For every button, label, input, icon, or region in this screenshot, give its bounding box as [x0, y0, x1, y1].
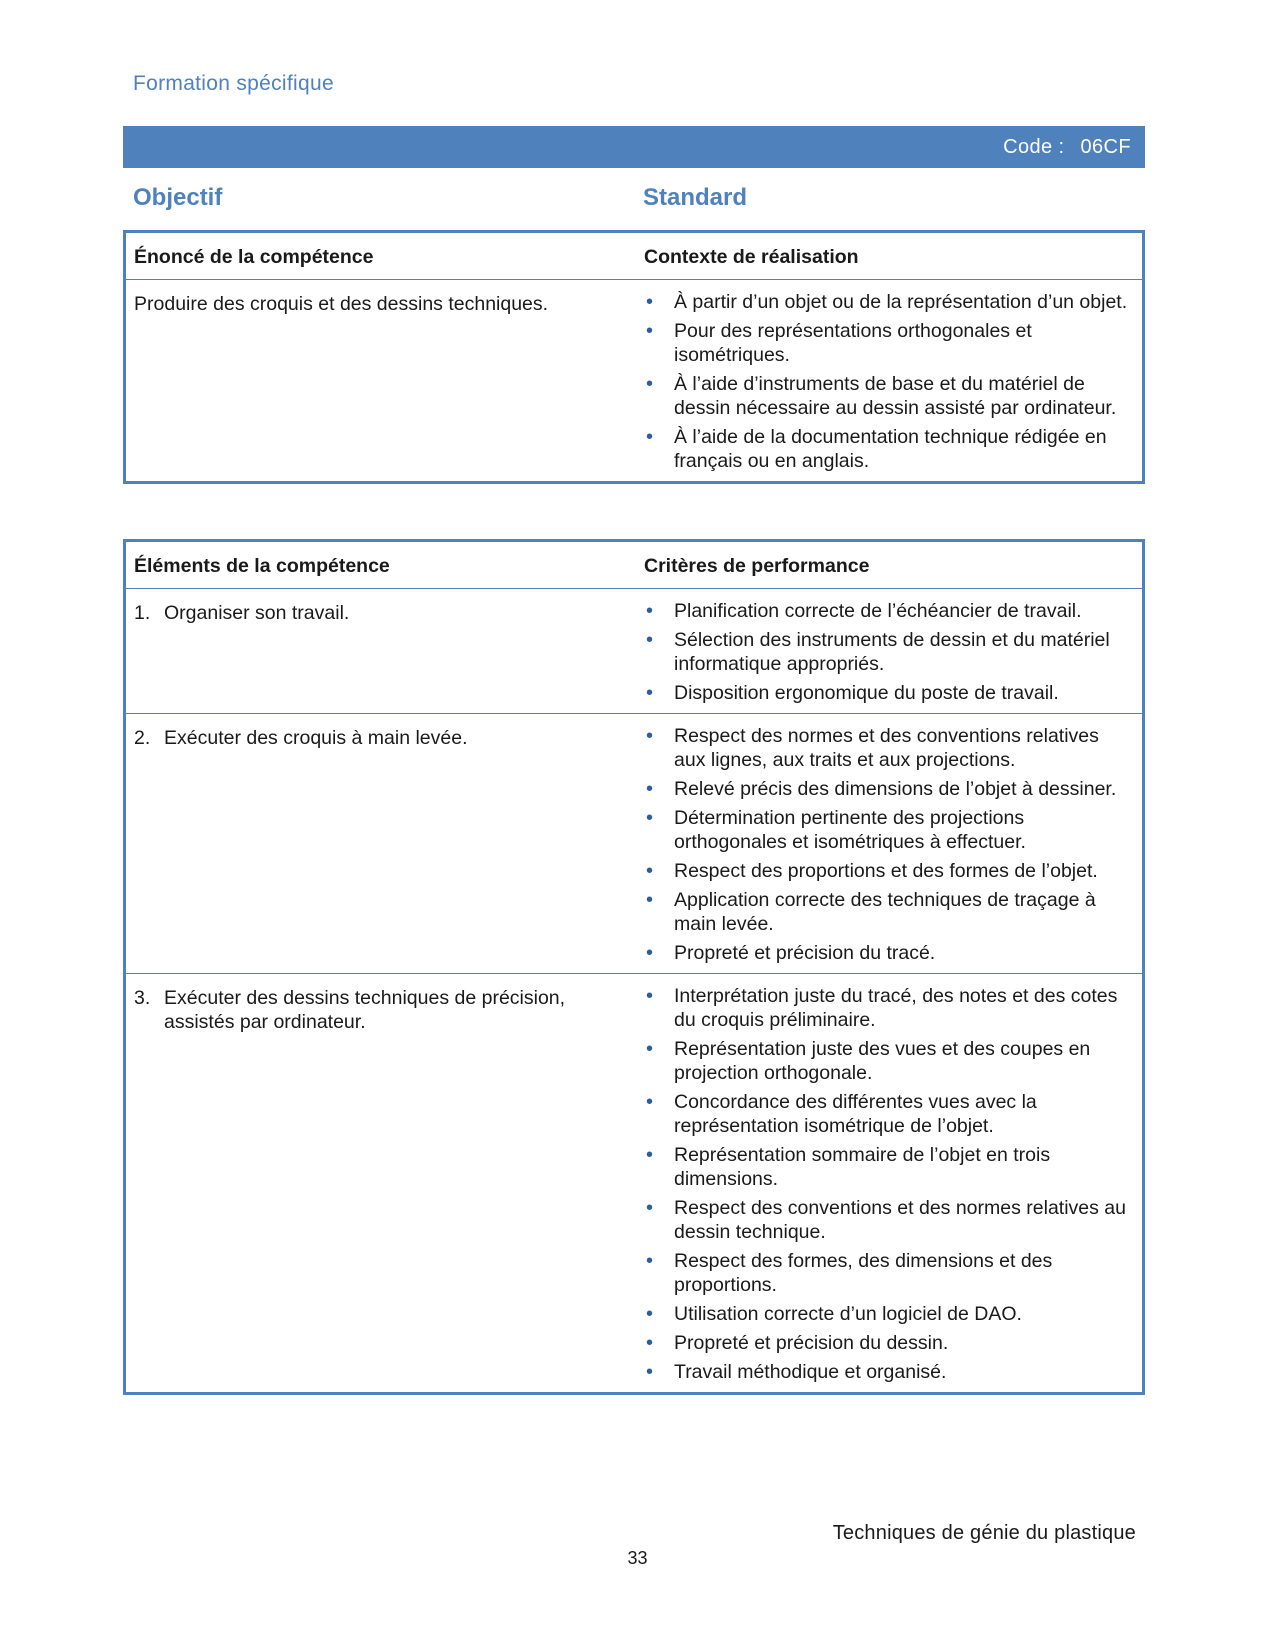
element-text: Exécuter des dessins techniques de précision, assistés par ordinateur. — [164, 987, 566, 1033]
elements-header: Éléments de la compétence — [125, 541, 637, 589]
criteria-header: Critères de performance — [636, 541, 1144, 589]
code-bar — [123, 126, 1145, 168]
list-item: • Représentation juste des vues et des coupes en projection orthogonale. — [644, 1037, 1134, 1085]
element-number: 1. — [134, 602, 151, 624]
list-item: • Disposition ergonomique du poste de travail. — [644, 681, 1134, 705]
element-number: 3. — [134, 987, 151, 1009]
list-item: • Représentation sommaire de l’objet en trois dimensions. — [644, 1143, 1134, 1191]
table-header-row — [125, 541, 1144, 589]
context-list — [644, 290, 1134, 473]
list-item: • Sélection des instruments de dessin et du matériel informatique appropriés. — [644, 628, 1134, 676]
list-item: • Utilisation correcte d’un logiciel de DAO. — [644, 1302, 1134, 1326]
list-item: • Planification correcte de l’échéancier de travail. — [644, 599, 1134, 623]
competence-statement-table — [123, 230, 1145, 484]
list-item: • Respect des normes et des conventions relatives aux lignes, aux traits et aux projections. — [644, 724, 1134, 772]
statement-header: Énoncé de la compétence — [125, 232, 637, 280]
context-header: Contexte de réalisation — [636, 232, 1144, 280]
table-header-row — [125, 232, 1144, 280]
competence-statement: Produire des croquis et des dessins techniques. — [134, 293, 549, 315]
objectif-heading: Objectif — [133, 184, 223, 211]
list-item: • À l’aide de la documentation technique rédigée en français ou en anglais. — [644, 425, 1134, 473]
list-item: • Application correcte des techniques de traçage à main levée. — [644, 888, 1134, 936]
competence-elements-table — [123, 539, 1145, 1395]
element-text: Organiser son travail. — [164, 602, 350, 624]
list-item: • Respect des conventions et des normes relatives au dessin technique. — [644, 1196, 1134, 1244]
list-item: • Propreté et précision du tracé. — [644, 941, 1134, 965]
element-text: Exécuter des croquis à main levée. — [164, 727, 468, 749]
list-item: • Propreté et précision du dessin. — [644, 1331, 1134, 1355]
program-title: Techniques de génie du plastique — [832, 1522, 1136, 1544]
criteria-list — [644, 724, 1134, 965]
page-number: 33 — [627, 1548, 648, 1568]
element-number: 2. — [134, 727, 151, 749]
list-item: • Respect des proportions et des formes de l’objet. — [644, 859, 1134, 883]
section-title: Formation spécifique — [133, 72, 334, 95]
list-item: • À l’aide d’instruments de base et du matériel de dessin nécessaire au dessin assisté par ordinateur. — [644, 372, 1134, 420]
table-row — [125, 974, 1144, 1394]
list-item: • Interprétation juste du tracé, des notes et des cotes du croquis préliminaire. — [644, 984, 1134, 1032]
criteria-list — [644, 984, 1134, 1384]
criteria-list — [644, 599, 1134, 705]
context-cell — [636, 280, 1144, 483]
list-item: • Détermination pertinente des projections orthogonales et isométriques à effectuer. — [644, 806, 1134, 854]
list-item: • Pour des représentations orthogonales et isométriques. — [644, 319, 1134, 367]
table-row — [125, 280, 1144, 483]
element-item — [134, 726, 628, 750]
list-item: • Relevé précis des dimensions de l’objet à dessiner. — [644, 777, 1134, 801]
standard-heading: Standard — [643, 184, 748, 211]
list-item: • À partir d’un objet ou de la représentation d’un objet. — [644, 290, 1134, 314]
table-row — [125, 714, 1144, 974]
code-label: Code : — [1003, 135, 1065, 158]
code-value: 06CF — [1080, 135, 1131, 158]
element-item — [134, 601, 628, 625]
table-row — [125, 589, 1144, 714]
list-item: • Travail méthodique et organisé. — [644, 1360, 1134, 1384]
list-item: • Respect des formes, des dimensions et des proportions. — [644, 1249, 1134, 1297]
element-item — [134, 986, 628, 1034]
list-item: • Concordance des différentes vues avec la représentation isométrique de l’objet. — [644, 1090, 1134, 1138]
